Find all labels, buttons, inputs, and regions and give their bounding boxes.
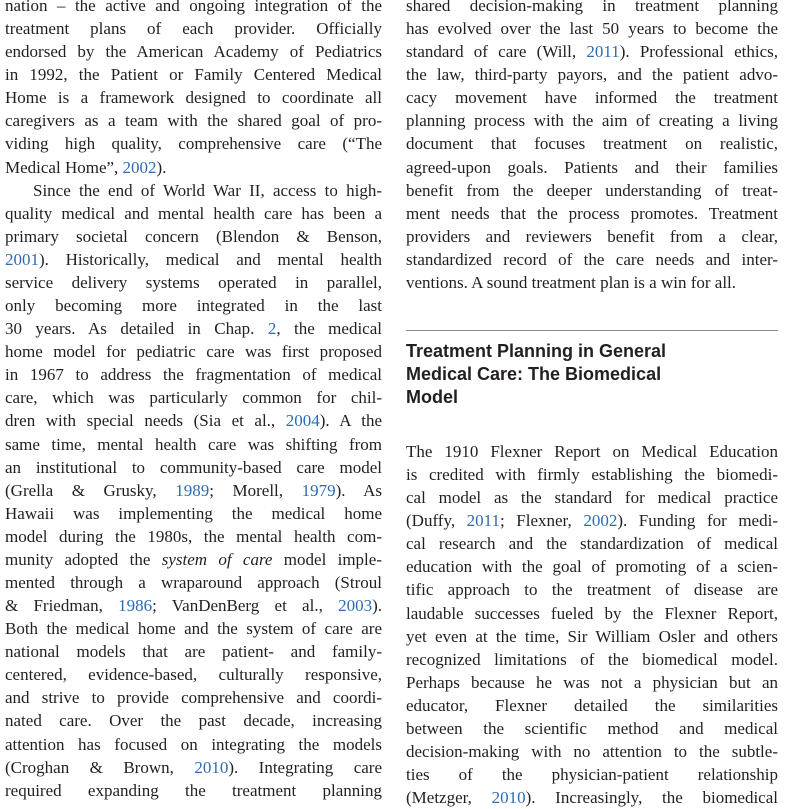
text-segment: model imple- [272,549,382,569]
text-line [406,0,778,17]
text-segment: cacy movement have informed the treatment [406,88,778,108]
text-segment: Perhaps because he was not a physician but an [406,672,778,692]
text-segment: laudable successes fueled by the Flexner Report, [406,603,778,623]
text-line [5,594,382,617]
text-segment: (Duffy, [406,511,467,531]
citation-link[interactable]: 2010 [194,757,229,777]
citation-link[interactable]: 2001 [5,249,39,269]
text-line [406,740,778,763]
text-segment: ; Flexner, [500,511,584,531]
text-segment: educator, Flexner detailed the similarities [406,695,778,715]
text-line [406,648,778,671]
text-segment: dren with special needs (Sia et al., [5,411,286,431]
citation-link[interactable]: 2011 [466,511,501,531]
text-line [5,317,382,340]
text-segment: cal model as the standard for medical practice [406,488,778,508]
text-segment: yet even at the time, Sir William Osler and others [406,626,778,646]
text-segment: ventions. A sound treatment plan is a win for all. [406,272,737,292]
text-line [5,525,382,548]
text-segment: ; VanDenBerg et al., [152,596,339,616]
section-heading-line: Medical Care: The Biomedical [406,364,662,384]
text-segment: endorsed by the American Academy of Pediatrics [5,42,382,62]
citation-link[interactable]: 2003 [338,596,373,616]
text-line [406,202,778,225]
text-segment: same time, mental health care was shifting from [5,434,382,454]
text-line [5,40,382,63]
text-line [5,617,382,640]
text-line [5,202,382,225]
text-segment: decision-making with no attention to the subtle- [406,742,778,762]
citation-link[interactable]: 2002 [122,157,157,177]
text-line [406,763,778,786]
text-segment: munity adopted the [5,549,162,569]
text-line [5,17,382,40]
italic-term: system of care [161,549,273,569]
text-line [5,502,382,525]
text-segment: ). Integrating care [228,757,382,777]
text-segment: nation – the active and ongoing integration of the [5,0,382,15]
text-line [5,271,382,294]
text-segment: (Croghan & Brown, [5,757,195,777]
text-line [5,409,382,432]
text-line [5,456,382,479]
text-segment: primary societal concern (Blendon & Benson, [5,226,382,246]
text-segment: The 1910 Flexner Report on Medical Education [406,442,778,461]
citation-link[interactable]: 2 [267,319,277,339]
text-line [406,578,778,601]
text-segment: is credited with firmly establishing the biomedi- [406,465,778,485]
text-segment: recognized limitations of the biomedical model. [406,649,778,669]
text-line [406,509,778,532]
text-segment: caregivers as a team with the shared goal of pro- [5,111,382,131]
text-segment: ment needs that the process promotes. Treatment [406,203,778,223]
text-segment: attention has focused on integrating the models [5,734,382,754]
text-segment: service delivery systems operated in parallel, [5,272,382,292]
text-line [406,248,778,271]
text-line [5,248,382,271]
text-segment: home model for pediatric care was first proposed [5,342,382,362]
text-line [5,479,382,502]
text-line [5,756,382,779]
text-segment: model during the 1980s, the mental health com- [5,526,382,546]
text-segment: , the medical [276,319,382,339]
text-segment: ). Professional ethics, [619,42,778,62]
text-segment: Medical Home”, [5,157,123,177]
citation-link[interactable]: 1989 [175,480,210,500]
text-line [406,271,778,294]
text-line [5,109,382,132]
text-segment: (Metzger, [406,788,492,808]
citation-link[interactable]: 1979 [301,480,336,500]
text-segment: treatment plans of each provider. Officially [5,19,382,39]
text-line [406,625,778,648]
citation-link[interactable]: 1986 [118,596,153,616]
section-heading-line: Treatment Planning in General [406,341,667,361]
text-segment: centered, evidence-based, culturally responsive, [5,665,382,685]
text-segment: ). As [335,480,382,500]
text-line [5,179,382,202]
text-segment: standard of care (Will, [406,42,587,62]
text-line [5,0,382,17]
text-line [5,733,382,756]
text-segment: ). [372,596,382,616]
text-segment: mented through a wraparound approach (Stroul [5,573,382,592]
text-line [5,433,382,456]
text-segment: standardized record of the care needs and inter- [406,249,778,269]
text-line [406,132,778,155]
text-segment: tific approach to the treatment of disease are [406,580,778,600]
text-line [406,532,778,555]
text-segment: and strive to provide comprehensive and coordi- [5,688,382,708]
text-line [406,17,778,40]
text-line [406,63,778,86]
text-segment: required expanding the treatment planning [5,780,382,800]
text-line [406,463,778,486]
text-segment: only becoming more integrated in the last [5,296,382,316]
text-segment: an institutional to community-based care model [5,457,382,477]
text-line [406,694,778,717]
text-segment: ). [156,157,167,177]
text-line [406,109,778,132]
text-segment: in 1992, the Patient or Family Centered Medical [5,65,382,85]
text-segment: 30 years. As detailed in Chap. [5,319,268,339]
text-segment: ties of the physician-patient relationship [406,765,778,785]
text-line [406,717,778,740]
text-line [5,548,382,571]
text-segment: ). Funding for medi- [617,511,778,531]
text-segment: quality medical and mental health care has been a [5,203,382,223]
text-segment: in 1967 to address the fragmentation of medical [5,365,382,385]
text-line [5,709,382,732]
text-segment: national models that are patient- and family- [5,642,382,662]
text-line [406,555,778,578]
text-segment: Home is a framework designed to coordinate all [5,88,382,108]
text-line [5,86,382,109]
section-divider [406,330,778,331]
text-line [5,571,382,594]
text-segment: ; Morell, [209,480,302,500]
text-segment: ). A the [319,411,382,431]
text-segment: providers and reviewers benefit from a clear, [406,226,778,246]
section-heading-line: Model [406,387,458,407]
text-line [5,225,382,248]
text-line [406,225,778,248]
text-line [406,86,778,109]
text-segment: the law, third-party payors, and the patient advo- [406,65,778,85]
text-segment: shared decision-making in treatment planning [406,0,778,15]
text-segment: benefit from the deeper understanding of treat- [406,180,778,200]
text-line [406,671,778,694]
text-segment: Both the medical home and the system of care are [5,619,382,639]
text-segment: document that focuses treatment on realistic, [406,134,778,154]
text-line [406,486,778,509]
citation-link[interactable]: 2010 [491,788,526,808]
text-segment: has evolved over the last 50 years to become the [406,19,778,39]
text-segment: viding high quality, comprehensive care (“The [5,134,382,154]
text-line [406,602,778,625]
text-segment: & Friedman, [5,596,119,616]
text-line [5,294,382,317]
text-line [5,663,382,686]
text-segment: ). Historically, medical and mental health [39,249,382,269]
text-line [406,786,778,809]
citation-link[interactable]: 2011 [586,42,620,62]
text-segment: ). Increasingly, the biomedical [525,788,778,808]
text-segment: planning process with the aim of creating a living [406,111,778,131]
text-line [5,156,382,179]
text-line [406,179,778,202]
text-segment: Since the end of World War II, access to high- [33,180,382,200]
citation-link[interactable]: 2004 [285,411,320,431]
text-segment: between the scientific method and medical [406,718,778,738]
text-segment: (Grella & Grusky, [5,480,176,500]
text-line [5,640,382,663]
text-line [5,779,382,802]
text-segment: Hawaii was implementing the medical home [5,503,382,523]
text-segment: cal research and the standardization of medical [406,534,778,554]
citation-link[interactable]: 2002 [583,511,618,531]
text-line [5,132,382,155]
text-line [406,40,778,63]
text-line [5,386,382,409]
text-line [5,363,382,386]
text-segment: nated care. Over the past decade, increasing [5,711,382,731]
text-line [5,686,382,709]
text-segment: care, which was particularly common for chil- [5,388,382,408]
text-line [406,440,778,463]
text-line [406,156,778,179]
text-segment: agreed-upon goals. Patients and their families [406,157,778,177]
text-line [5,340,382,363]
text-line [5,63,382,86]
text-segment: education with the goal of promoting of a scien- [406,557,778,577]
